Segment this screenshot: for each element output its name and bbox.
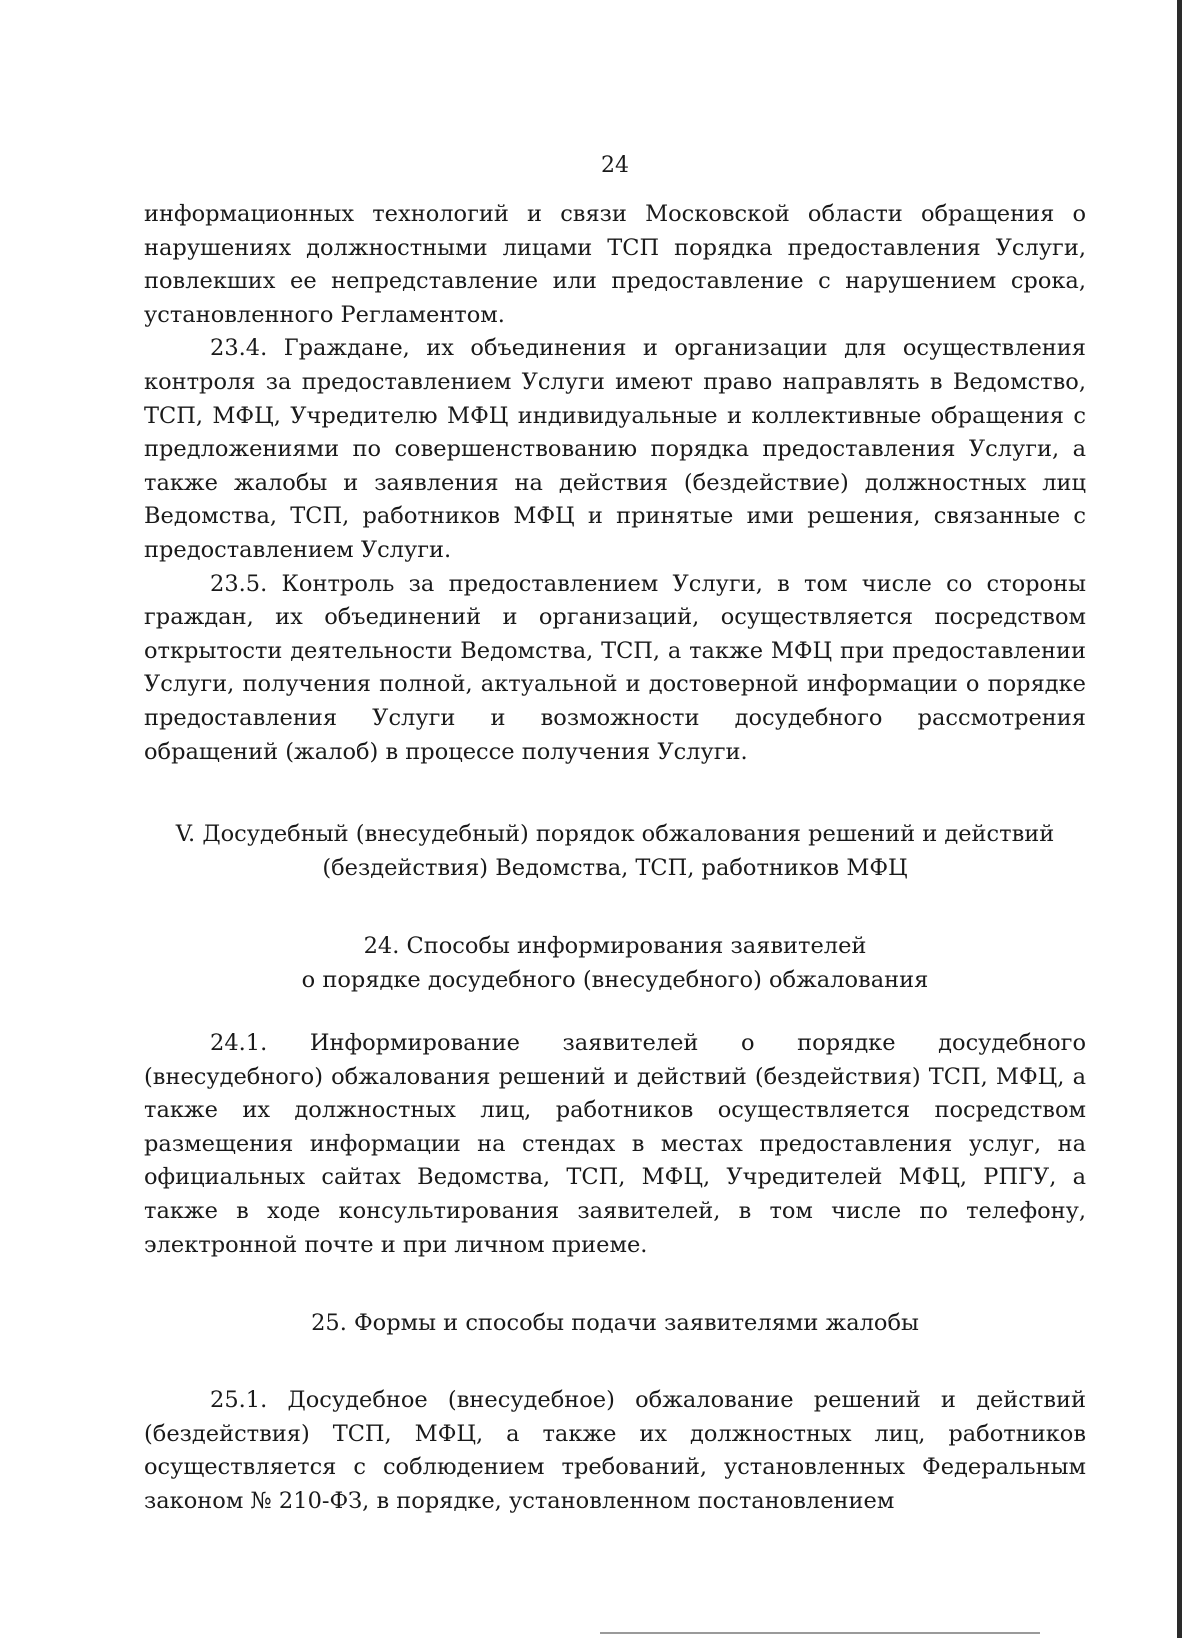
section-v-heading: [144, 817, 1086, 885]
heading-24-line1: 24. Способы информирования заявителей: [363, 933, 867, 960]
paragraph-23-5: 23.5. Контроль за предоставлением Услуги, в том числе со стороны граждан, их объединений и организаций, осуществляется посредством открытости деятельности Ведомства, ТСП, а также МФЦ при предоставлении Услуги, получения полной, актуальной и достоверной информации о порядке предоставления Услуги и возможности досудебного рассмотрения обращений (жалоб) в процессе получения Услуги.: [144, 570, 1086, 765]
paragraph-continuation: информационных технологий и связи Московской области обращения о нарушениях должностными лицами ТСП порядка предоставления Услуги, повлекших ее непредставление или предоставление с нарушением срока, установленного Регламентом.: [144, 201, 1086, 328]
heading-24: [144, 929, 1086, 997]
paragraph-25-1: 25.1. Досудебное (внесудебное) обжалование решений и действий (бездействия) ТСП, МФЦ, а также их должностных лиц, работников осуществляется с соблюдением требований, установленных Федеральным законом № 210-ФЗ, в порядке, установленном постановлением: [144, 1387, 1086, 1515]
section-v-heading-line2: (бездействия) Ведомства, ТСП, работников МФЦ: [322, 855, 908, 882]
section-v-heading-line1: V. Досудебный (внесудебный) порядок обжалования решений и действий: [175, 821, 1055, 848]
heading-24-line2: о порядке досудебного (внесудебного) обжалования: [301, 967, 929, 994]
document-page: [144, 146, 1086, 1519]
scan-edge: [1177, 0, 1182, 1638]
heading-25: 25. Формы и способы подачи заявителями жалобы: [311, 1310, 919, 1337]
paragraph-24-1: 24.1. Информирование заявителей о порядке досудебного (внесудебного) обжалования решений и действий (бездействия) ТСП, МФЦ, а также их должностных лиц, работников осуществляется посредством размещения информации на стендах в местах предоставления услуг, на официальных сайтах Ведомства, ТСП, МФЦ, Учредителей МФЦ, РПГУ, а также в ходе консультирования заявителей, в том числе по телефону, электронной почте и при личном приеме.: [144, 1030, 1086, 1258]
page-number: 24: [601, 153, 629, 178]
paragraph-23-4: 23.4. Граждане, их объединения и организации для осуществления контроля за предоставлением Услуги имеют право направлять в Ведомство, ТСП, МФЦ, Учредителю МФЦ индивидуальные и коллективные обращения с предложениями по совершенствованию порядка предоставления Услуги, а также жалобы и заявления на действия (бездействие) должностных лиц Ведомства, ТСП, работников МФЦ и принятые ими решения, связанные с предоставлением Услуги.: [144, 335, 1086, 563]
scan-bottom-mark: [600, 1632, 1040, 1634]
